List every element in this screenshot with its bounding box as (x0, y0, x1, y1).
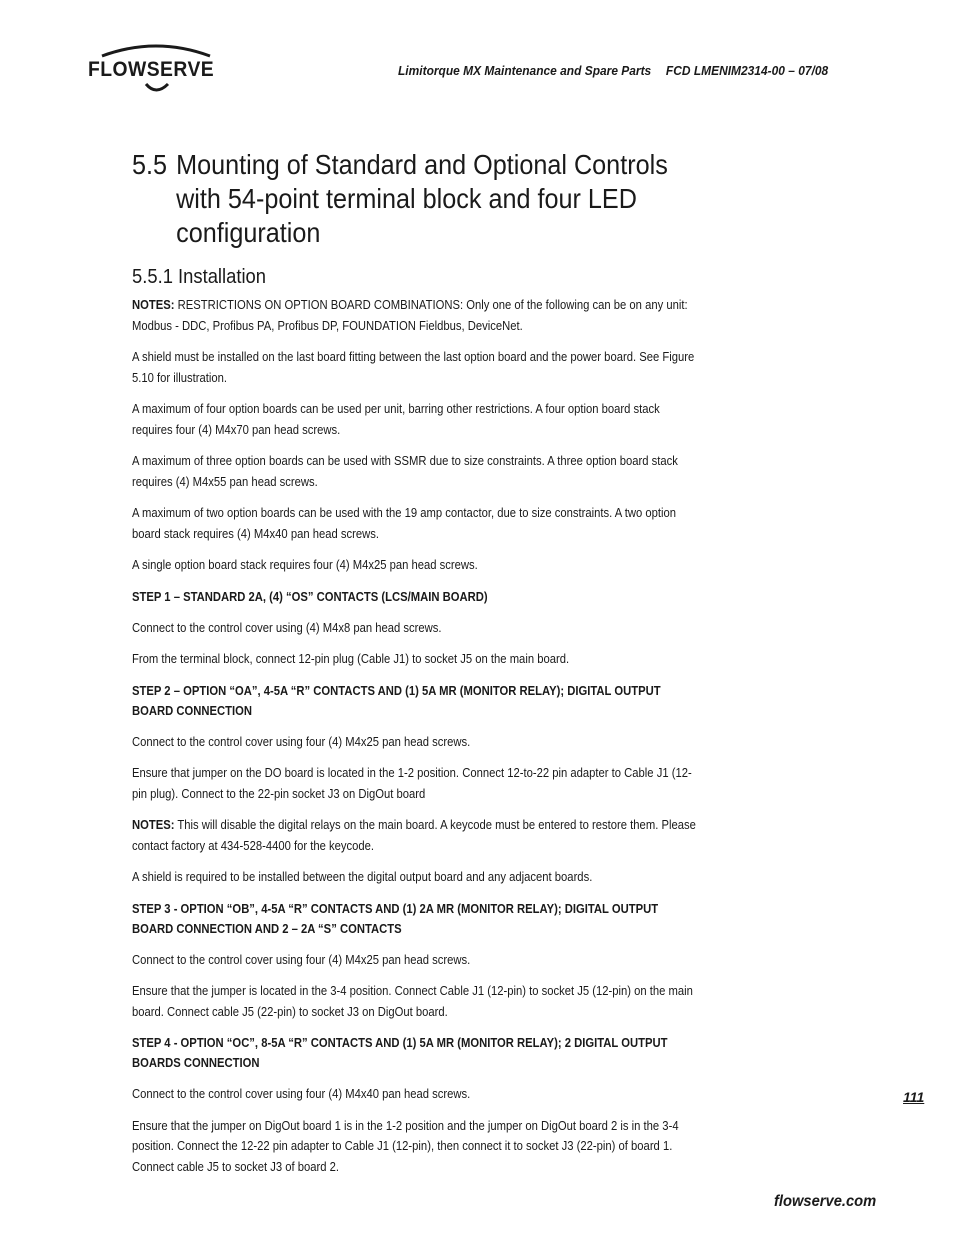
paragraph: Ensure that the jumper on DigOut board 1 is in the 1-2 position and the jumper on DigOut board 2 is in the 3-4 position. Connect the 12-22 pin adapter to Cable J1 (12-pin), then connect it to socket J3 (22-pin) of board 1. Connect cable J5 to socket J3 of board 2. (132, 1118, 679, 1174)
paragraph: Ensure that the jumper is located in the 3-4 position. Connect Cable J1 (12-pin) to socket J5 (12-pin) on the main board. Connect cable J5 (22-pin) to socket J3 on DigOut board. (132, 984, 693, 1019)
running-header (398, 63, 828, 78)
logo-text: FLOWSERVE (88, 58, 215, 81)
paragraph: Connect to the control cover using (4) M4x8 pan head screws. (132, 620, 442, 635)
flowserve-logo (88, 42, 224, 94)
notes-text: This will disable the digital relays on the main board. A keycode must be entered to restore them. Please contact factory at 434-528-4400 for the keycode. (132, 818, 696, 853)
paragraph: A single option board stack requires four (4) M4x25 pan head screws. (132, 558, 478, 572)
paragraph: Connect to the control cover using four (4) M4x40 pan head screws. (132, 1087, 471, 1101)
notes-paragraph (132, 815, 697, 856)
step-1-heading: STEP 1 – STANDARD 2A, (4) “OS” CONTACTS (LCS/MAIN BOARD) (132, 589, 488, 604)
paragraph: A maximum of two option boards can be used with the 19 amp contactor, due to size constraints. A two option board stack requires (4) M4x40 pan head screws. (132, 506, 677, 541)
header-doc-code: FCD LMENIM2314-00 – 07/08 (665, 63, 829, 78)
step-4-heading: STEP 4 - OPTION “OC”, 8-5A “R” CONTACTS AND (1) 5A MR (MONITOR RELAY); 2 DIGITAL OUTPUT BOARDS CONNECTION (132, 1036, 668, 1070)
header-doc-title: Limitorque MX Maintenance and Spare Parts (398, 63, 652, 78)
paragraph: Ensure that jumper on the DO board is located in the 1-2 position. Connect 12-to-22 pin adapter to Cable J1 (12-pin plug). Connect to the 22-pin socket J3 on DigOut board (132, 766, 692, 801)
step-2-heading: STEP 2 – OPTION “OA”, 4-5A “R” CONTACTS AND (1) 5A MR (MONITOR RELAY); DIGITAL OUTPUT BOARD CONNECTION (132, 683, 661, 718)
paragraph: A shield must be installed on the last board fitting between the last option board and the power board. See Figure 5.10 for illustration. (132, 350, 695, 385)
paragraph: Connect to the control cover using four (4) M4x25 pan head screws. (132, 734, 471, 749)
section-number: 5.5 (132, 149, 168, 180)
paragraph: A shield is required to be installed between the digital output board and any adjacent boards. (132, 870, 593, 884)
notes-paragraph (132, 295, 697, 336)
paragraph: A maximum of four option boards can be used per unit, barring other restrictions. A four option board stack requires four (4) M4x70 pan head screws. (132, 402, 660, 437)
section-heading (132, 148, 690, 250)
section-title: Mounting of Standard and Optional Controls with 54-point terminal block and four LED configuration (176, 149, 668, 248)
paragraph: Connect to the control cover using four (4) M4x25 pan head screws. (132, 952, 471, 967)
footer-website-link[interactable]: flowserve.com (774, 1193, 877, 1210)
notes-text: RESTRICTIONS ON OPTION BOARD COMBINATIONS: Only one of the following can be on any unit: Modbus - DDC, Profibus PA, Profibus DP, FOUNDATION Fieldbus, DeviceNet. (132, 298, 688, 333)
main-content (132, 148, 697, 1188)
notes-label: NOTES: (132, 298, 175, 312)
paragraph: A maximum of three option boards can be used with SSMR due to size constraints. A three option board stack requires (4) M4x55 pan head screws. (132, 454, 678, 489)
paragraph: From the terminal block, connect 12-pin plug (Cable J1) to socket J5 on the main board. (132, 652, 570, 666)
notes-label: NOTES: (132, 818, 175, 832)
subsection-heading: 5.5.1 Installation (132, 266, 267, 288)
step-3-heading: STEP 3 - OPTION “OB”, 4-5A “R” CONTACTS AND (1) 2A MR (MONITOR RELAY); DIGITAL OUTPUT BOARD CONNECTION AND 2 – 2A “S” CONTACTS (132, 901, 659, 936)
page-number: 111 (903, 1089, 925, 1105)
